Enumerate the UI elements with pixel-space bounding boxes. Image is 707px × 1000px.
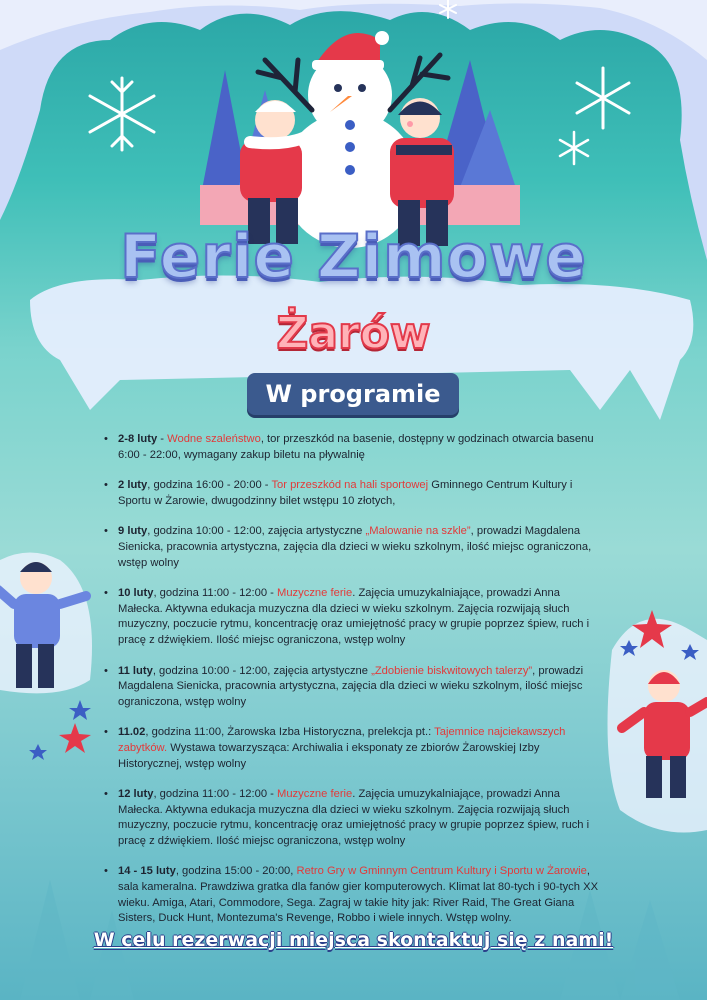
program-item [104,432,602,463]
program-item-details: , tor przeszkód na basenie, dostępny w godzinach otwarcia basenu 6:00 - 22:00, wymagany zakup biletu na pływalnię [118,433,594,461]
program-item-details: . Zajęcia umuzykalniające, prowadzi Anna Małecka. Aktywna edukacja muzyczna dla dzieci w wieku szkolnym. Zajęcia rozwijają słuch muzyczny, poczucie rytmu, koncentrację oraz umiejętność pracy w grupie poprzez śpiew, ruch i pracę z dźwiękiem. Ilość miejsc ograniczona, wstęp wolny [118,788,590,847]
program-item-highlight: „Zdobienie biskwitowych talerzy” [371,664,533,677]
contact-footer: W celu rezerwacji miejsca skontaktuj się z nami! [93,929,614,951]
program-item-details: Wystawa towarzysząca: Archiwalia i eksponaty ze zbiorów Żarowskiej Izby Historycznej, wstęp wolny [118,741,540,770]
program-item [104,725,602,772]
program-item-details: , prowadzi Magdalena Sienicka, pracownia artystyczna, zajęcia dla dzieci w wieku szkolnym, ilość miejsc ograniczona, wstęp wolny [118,664,584,708]
program-item-date: 2-8 luty [118,433,158,445]
program-item-details: , prowadzi Magdalena Sienicka, pracownia artystyczna, zajęcia dla dzieci w wieku szkolnym, ilość miejsc ograniczona, wstęp wolny [118,525,592,569]
program-item-date: 14 - 15 luty [118,865,176,878]
program-item [104,524,602,571]
poster-subtitle: Żarów [276,308,431,359]
program-item-date: 2 luty [118,479,148,492]
program-item-time: - [157,433,168,445]
program-item [104,478,602,509]
program-badge: W programie [247,373,459,415]
program-item [104,664,602,711]
program-item-highlight: Muzyczne ferie [277,788,353,801]
program-item-highlight: Muzyczne ferie [277,587,353,600]
program-item-highlight: Tajemnice najciekawszych zabytków. [118,726,566,754]
program-item-highlight: „Malowanie na szkle” [365,525,471,538]
program-item [104,787,602,849]
program-item-details: Gminnego Centrum Kultury i Sportu w Żarowie, dwugodzinny bilet wstępu 10 złotych, [118,479,573,507]
program-item-highlight: Tor przeszkód na hali sportowej [271,479,429,492]
program-item-date: 9 luty [118,525,148,538]
program-item-date: 12 luty [118,788,154,801]
program-item-highlight: Wodne szaleństwo [167,433,261,445]
snowflake-icon [560,132,588,164]
program-item-time: , godzina 15:00 - 20:00, [175,865,297,878]
program-item-time: , godzina 10:00 - 12:00, zajęcia artystyczne [147,525,366,538]
program-list [104,432,602,942]
program-item-date: 10 luty [118,587,154,600]
program-item [104,586,602,648]
program-item-date: 11 luty [118,664,153,677]
program-item-time: , godzina 16:00 - 20:00 - [147,479,272,492]
program-item-details: . Zajęcia umuzykalniające, prowadzi Anna Małecka. Aktywna edukacja muzyczna dla dzieci w wieku szkolnym. Zajęcia rozwijają słuch muzyczny, poczucie rytmu, koncentrację oraz umiejętność pracy w grupie poprzez śpiew, ruch i pracę z dźwiękiem. Ilość miejsc ograniczona, wstęp wolny [118,587,590,646]
snowflake-icon [90,78,154,150]
program-item-details: , sala kameralna. Prawdziwa gratka dla fanów gier komputerowych. Klimat lat 80-tych i 90-tych XX wieku. Amiga, Atari, Commodore, Sega. Zagraj w takie hity jak: River Raid, The Great Giana Sisters, Duck Hunt, Montezuma's Revenge, Robbo i wiele innych. Wstęp wolny. [118,865,599,925]
program-item-time: , godzina 10:00 - 12:00, zajęcia artystyczne [152,664,372,677]
program-item [104,864,602,926]
program-item-time: , godzina 11:00 - 12:00 - [153,587,278,600]
program-item-highlight: Retro Gry w Gminnym Centrum Kultury i Sportu w Żarowie [296,865,587,878]
program-item-date: 11.02 [118,726,146,739]
poster-title: Ferie Zimowe [120,222,587,292]
program-item-time: , godzina 11:00 - 12:00 - [153,788,278,801]
snowflake-icon [577,68,629,128]
program-item-time: , godzina 11:00, Żarowska Izba Historyczna, prelekcja pt.: [145,726,435,739]
